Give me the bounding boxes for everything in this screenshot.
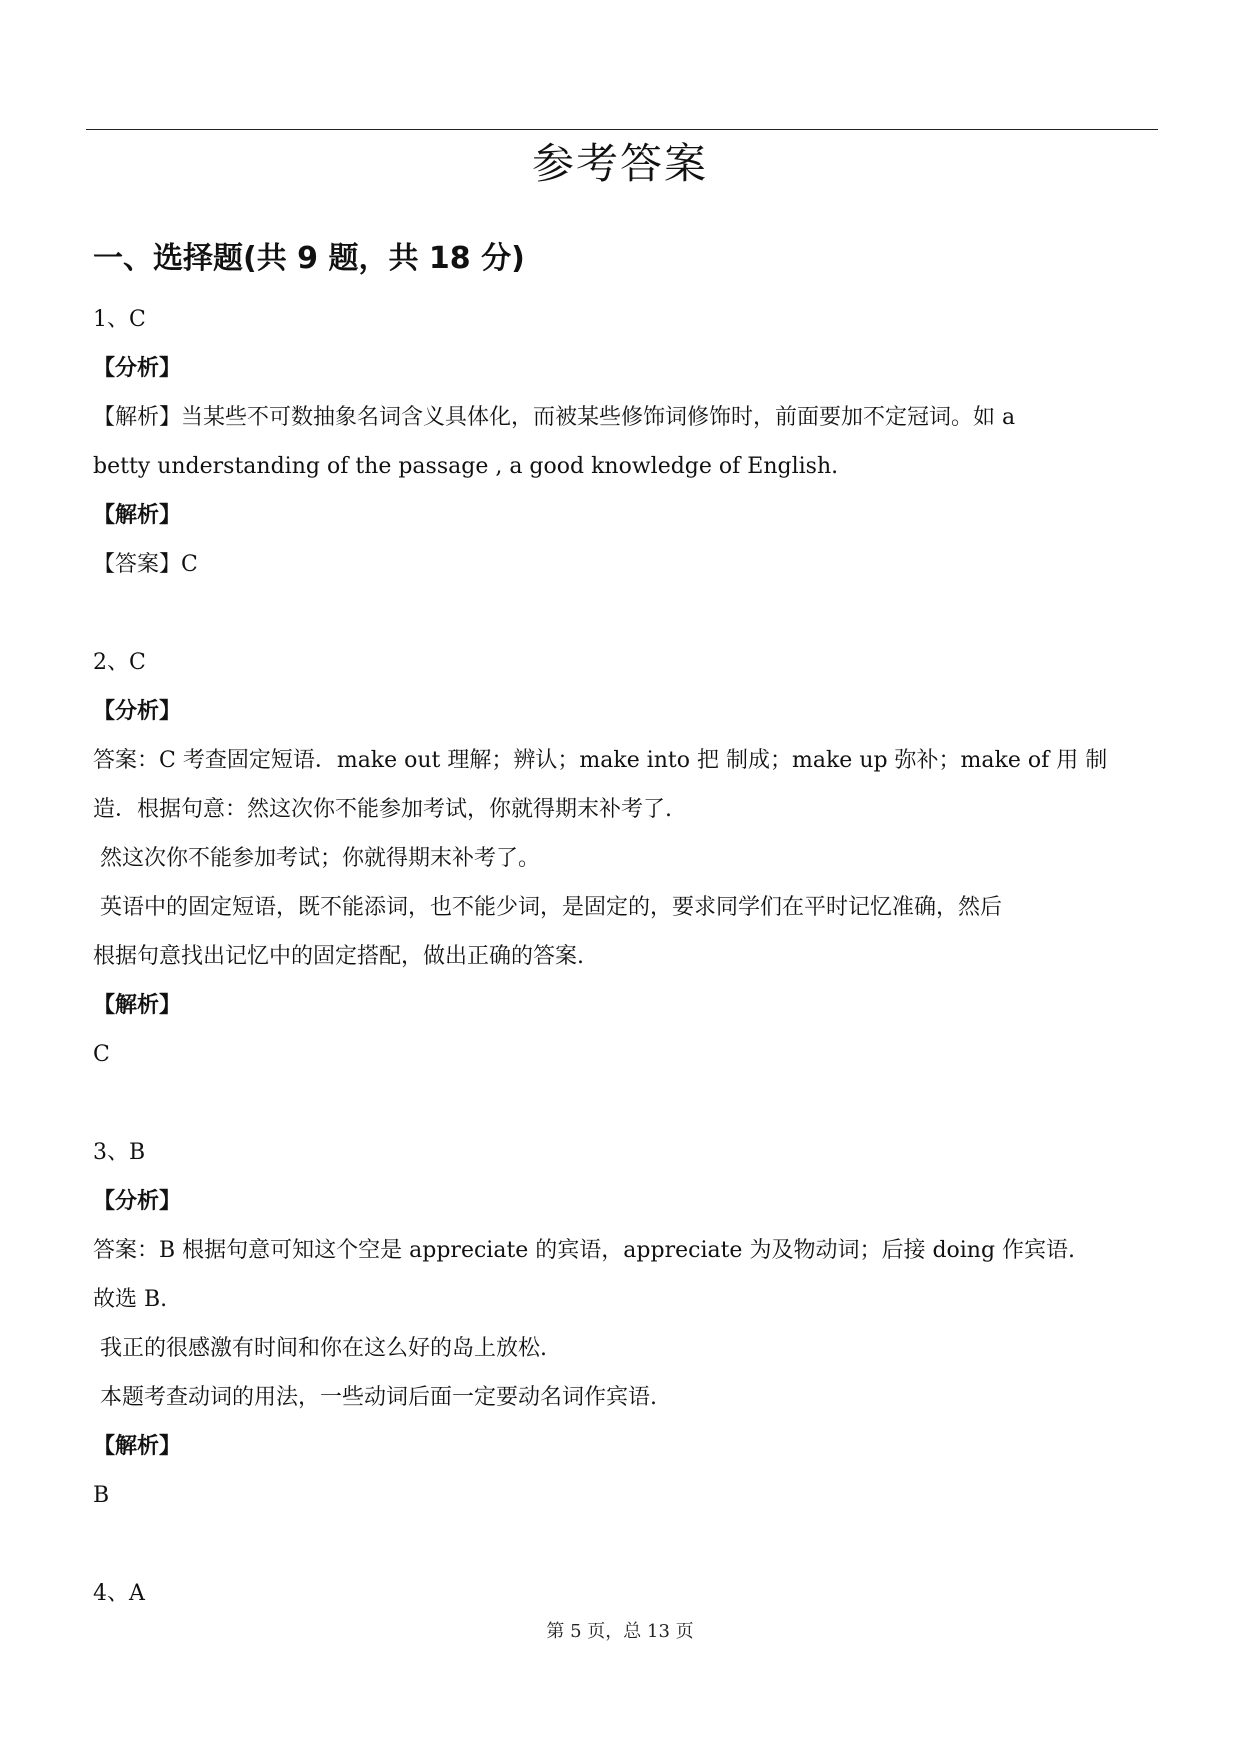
section-heading: 一、选择题(共 9 题，共 18 分) bbox=[93, 241, 525, 276]
answer-line: 2、C bbox=[93, 650, 146, 675]
answer-line: 【解析】当某些不可数抽象名词含义具体化，而被某些修饰词修饰时，前面要加不定冠词。如 a bbox=[93, 405, 1016, 430]
blank-gap bbox=[93, 1079, 1143, 1128]
label-tag: 【分析】 bbox=[93, 1189, 182, 1214]
answer-line: 造．根据句意：然这次你不能参加考试，你就得期末补考了. bbox=[93, 797, 672, 822]
answer-content bbox=[93, 295, 1143, 1618]
label-tag: 【分析】 bbox=[93, 699, 182, 724]
answer-line: C bbox=[93, 1042, 110, 1067]
answer-line: 英语中的固定短语，既不能添词，也不能少词，是固定的，要求同学们在平时记忆准确，然后 bbox=[100, 895, 1003, 920]
answer-line: betty understanding of the passage , a good knowledge of English. bbox=[93, 454, 839, 479]
label-tag: 【分析】 bbox=[93, 356, 182, 381]
label-tag: 【解析】 bbox=[93, 993, 182, 1018]
label-tag: 【解析】 bbox=[93, 1434, 182, 1459]
answer-line: 答案：C 考查固定短语．make out 理解；辨认；make into 把 制成；make up 弥补；make of 用 制 bbox=[93, 748, 1108, 773]
page-footer: 第 5 页，总 13 页 bbox=[546, 1621, 694, 1642]
answer-line: 1、C bbox=[93, 307, 146, 332]
answer-line: 本题考查动词的用法，一些动词后面一定要动名词作宾语. bbox=[100, 1385, 657, 1410]
answer-line: 4、A bbox=[93, 1581, 145, 1606]
answer-line: 3、B bbox=[93, 1140, 146, 1165]
answer-line: 根据句意找出记忆中的固定搭配，做出正确的答案. bbox=[93, 944, 584, 969]
answer-line: 答案：B 根据句意可知这个空是 appreciate 的宾语，appreciate 为及物动词；后接 doing 作宾语. bbox=[93, 1238, 1076, 1263]
page-title: 参考答案 bbox=[531, 139, 708, 188]
answer-line: 【答案】C bbox=[93, 552, 198, 577]
answer-line: 我正的很感激有时间和你在这么好的岛上放松. bbox=[100, 1336, 547, 1361]
answer-line: 故选 B. bbox=[93, 1287, 168, 1312]
blank-gap bbox=[93, 1520, 1143, 1569]
blank-gap bbox=[93, 589, 1143, 638]
header-rule bbox=[86, 129, 1158, 130]
label-tag: 【解析】 bbox=[93, 503, 182, 528]
answer-line: B bbox=[93, 1483, 110, 1508]
answer-line: 然这次你不能参加考试；你就得期末补考了。 bbox=[100, 846, 541, 871]
